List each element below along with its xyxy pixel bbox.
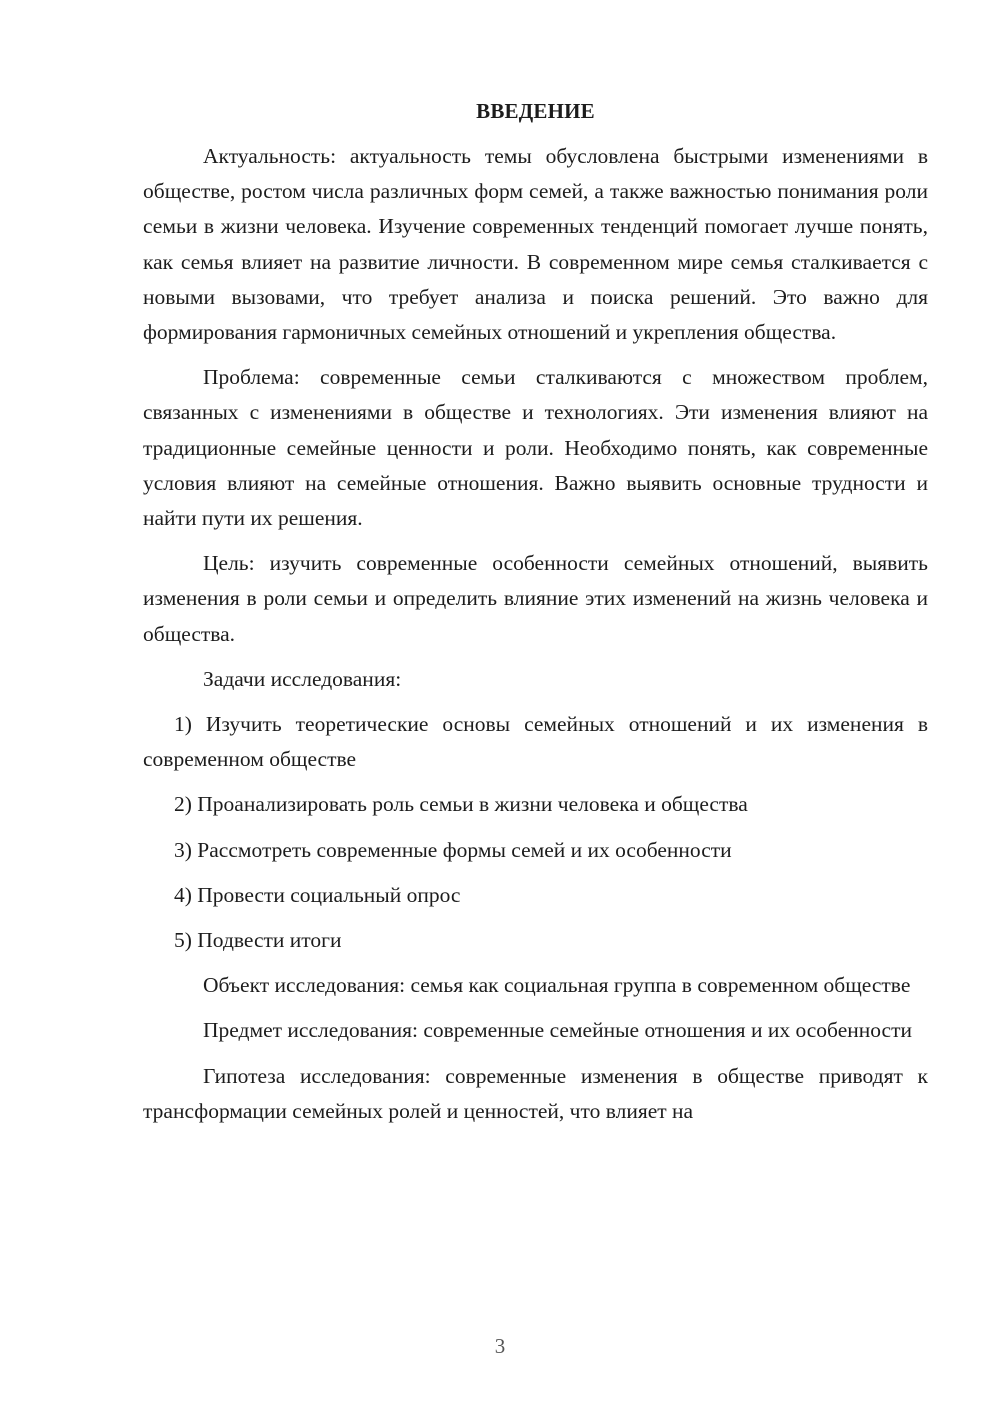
paragraph-goal: Цель: изучить современные особенности семейных отношений, выявить изменения в роли семьи и определить влияние этих изменений на жизнь человека и общества. [143, 551, 928, 646]
paragraph-hypothesis: Гипотеза исследования: современные изменения в обществе приводят к трансформации семейных ролей и ценностей, что влияет на [143, 1063, 928, 1123]
list-item: 4) Провести социальный опрос [174, 882, 461, 907]
paragraph-problem: Проблема: современные семьи сталкиваются с множеством проблем, связанных с изменениями в обществе и технологиях. Эти изменения влияют на традиционные семейные ценности и роли. Необходимо понять, как современные условия влияют на семейные отношения. Важно выявить основные трудности и найти пути их решения. [143, 365, 928, 531]
page-title: ВВЕДЕНИЕ [476, 99, 595, 123]
list-item: 2) Проанализировать роль семьи в жизни человека и общества [174, 792, 748, 817]
list-item: 3) Рассмотреть современные формы семей и их особенности [174, 837, 732, 862]
page-number: 3 [494, 1334, 506, 1358]
paragraph-object: Объект исследования: семья как социальная группа в современном обществе [203, 973, 911, 998]
list-item: 1) Изучить теоретические основы семейных отношений и их изменения в современном обществе [143, 712, 928, 772]
paragraph-subject: Предмет исследования: современные семейные отношения и их особенности [203, 1018, 912, 1043]
page-content [143, 94, 928, 1139]
tasks-list [143, 707, 928, 958]
paragraph-tasks-heading: Задачи исследования: [203, 666, 402, 691]
list-item: 5) Подвести итоги [174, 928, 342, 953]
paragraph-relevance: Актуальность: актуальность темы обусловлена быстрыми изменениями в обществе, ростом числа различных форм семей, а также важностью понимания роли семьи в жизни человека. Изучение современных тенденций помогает лучше понять, как семья влияет на развитие личности. В современном мире семья сталкивается с новыми вызовами, что требует анализа и поиска решений. Это важно для формирования гармоничных семейных отношений и укрепления общества. [143, 144, 928, 345]
